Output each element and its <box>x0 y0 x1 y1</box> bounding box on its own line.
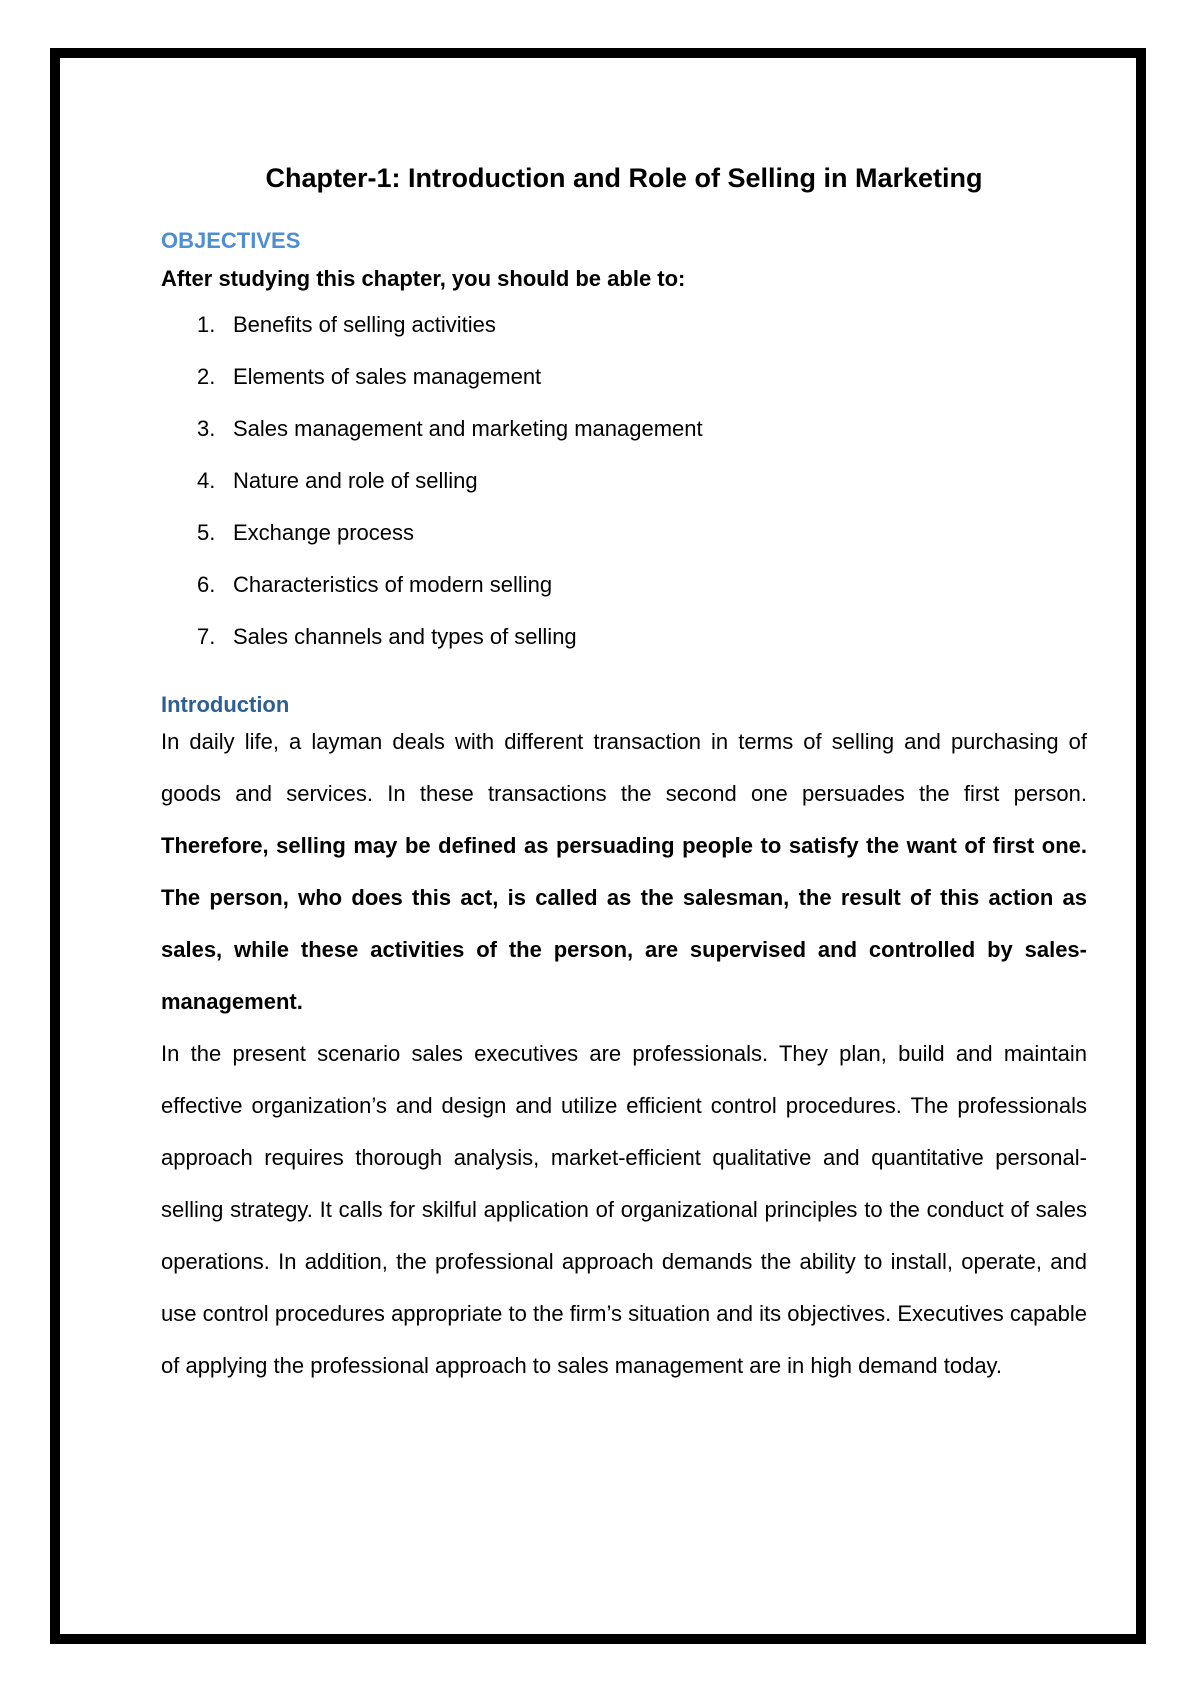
list-item-number: 1. <box>197 312 216 337</box>
list-item-number: 6. <box>197 572 216 597</box>
intro-plain-text: In daily life, a layman deals with different transaction in terms of selling and purchasing of goods and services. In these transactions the second one persuades the first person. <box>161 729 1087 806</box>
list-item-text: Benefits of selling activities <box>233 312 496 337</box>
introduction-heading: Introduction <box>161 692 290 717</box>
list-item <box>197 570 1087 600</box>
document-content <box>161 160 1087 1392</box>
list-item-text: Characteristics of modern selling <box>233 572 553 597</box>
list-item <box>197 622 1087 652</box>
list-item-number: 5. <box>197 520 216 545</box>
list-item-text: Elements of sales management <box>233 364 542 389</box>
list-item <box>197 362 1087 392</box>
list-item <box>197 310 1087 340</box>
introduction-paragraph-1 <box>161 716 1087 1028</box>
list-item <box>197 414 1087 444</box>
objectives-lead: After studying this chapter, you should be able to: <box>161 266 686 291</box>
list-item-number: 3. <box>197 416 216 441</box>
list-item-text: Nature and role of selling <box>233 468 478 493</box>
list-item-text: Sales management and marketing management <box>233 416 703 441</box>
list-item-number: 7. <box>197 624 216 649</box>
introduction-paragraph-2: In the present scenario sales executives are professionals. They plan, build and maintain effective organization’s and design and utilize efficient control procedures. The professionals approach requires thorough analysis, market-efficient qualitative and quantitative personal-selling strategy. It calls for skilful application of organizational principles to the conduct of sales operations. In addition, the professional approach demands the ability to install, operate, and use control procedures appropriate to the firm’s situation and its objectives. Executives capable of applying the professional approach to sales management are in high demand today. <box>161 1041 1087 1378</box>
list-item-text: Exchange process <box>233 520 414 545</box>
list-item-text: Sales channels and types of selling <box>233 624 577 649</box>
list-item <box>197 466 1087 496</box>
list-item <box>197 518 1087 548</box>
objectives-heading: OBJECTIVES <box>161 228 301 253</box>
objectives-list <box>161 310 1087 652</box>
chapter-title: Chapter-1: Introduction and Role of Selling in Marketing <box>265 163 983 193</box>
intro-bold-definition: Therefore, selling may be defined as persuading people to satisfy the want of first one. The person, who does this act, is called as the salesman, the result of this action as sales, while these activities of the person, are supervised and controlled by sales-management. <box>161 833 1087 1014</box>
list-item-number: 2. <box>197 364 216 389</box>
list-item-number: 4. <box>197 468 216 493</box>
